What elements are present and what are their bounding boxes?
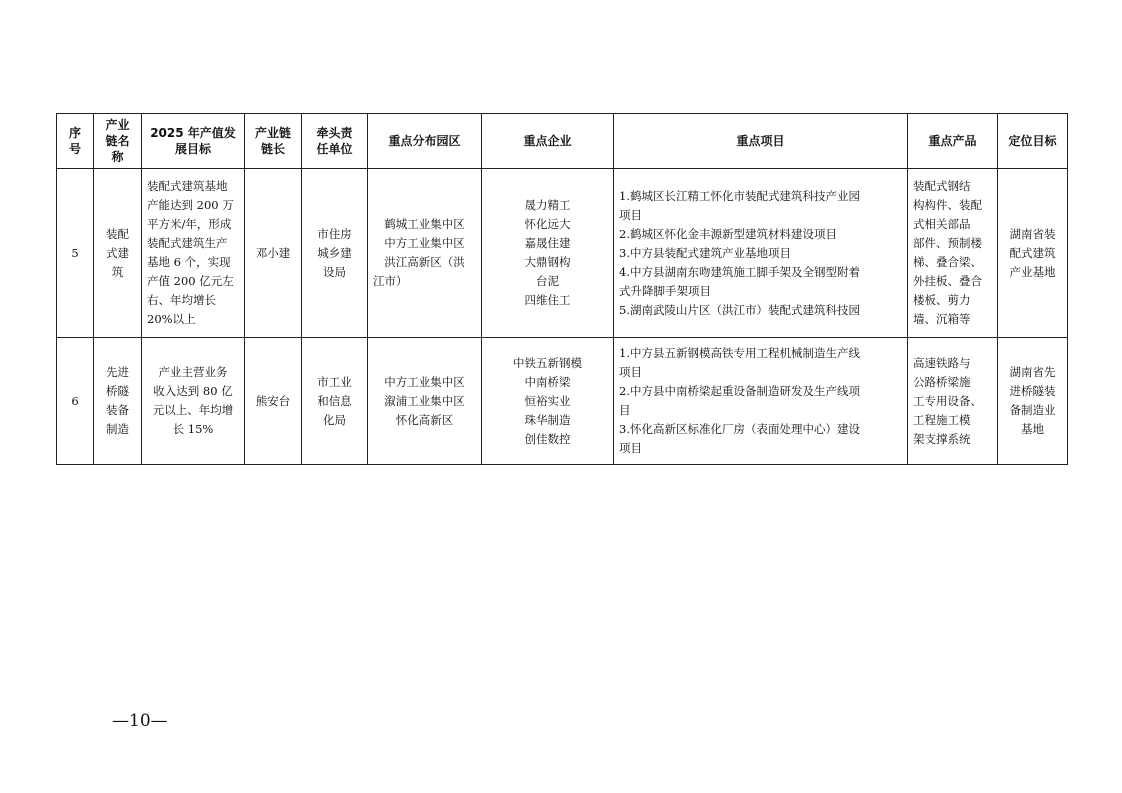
table-row	[57, 169, 1068, 338]
cell-index: 6	[57, 338, 94, 465]
cell-chain-leader: 邓小建	[245, 169, 302, 338]
cell-key-parks: 中方工业集中区 溆浦工业集中区 怀化高新区	[368, 338, 482, 465]
cell-key-products: 高速铁路与 公路桥梁施 工专用设备、 工程施工模 架支撑系统	[908, 338, 998, 465]
industry-chain-table	[56, 113, 1068, 465]
cell-key-enterprises: 晟力精工 怀化远大 嘉晟住建 大鼎钢构 台泥 四维住工	[482, 169, 614, 338]
cell-chain-leader: 熊安台	[245, 338, 302, 465]
cell-key-products: 装配式钢结 构构件、装配 式相关部品 部件、预制楼 梯、叠合梁、 外挂板、叠合 楼板、剪力 墙、沉箱等	[908, 169, 998, 338]
cell-key-enterprises: 中铁五新钢模 中南桥梁 恒裕实业 珠华制造 创佳数控	[482, 338, 614, 465]
table-row	[57, 338, 1068, 465]
cell-positioning-goal: 湖南省先 进桥隧装 备制造业 基地	[998, 338, 1068, 465]
header-key-projects: 重点项目	[614, 114, 908, 169]
header-index: 序 号	[57, 114, 94, 169]
cell-positioning-goal: 湖南省装 配式建筑 产业基地	[998, 169, 1068, 338]
cell-key-parks: 鹤城工业集中区 中方工业集中区 洪江高新区（洪 江市）	[368, 169, 482, 338]
header-key-parks: 重点分布园区	[368, 114, 482, 169]
page-number: —10—	[112, 711, 168, 731]
header-2025-target: 2025 年产值发 展目标	[142, 114, 245, 169]
header-positioning-goal: 定位目标	[998, 114, 1068, 169]
cell-2025-target: 装配式建筑基地 产能达到 200 万 平方米/年，形成 装配式建筑生产 基地 6 个，实现 产值 200 亿元左 右、年均增长 20%以上	[142, 169, 245, 338]
header-chain-leader: 产业链 链长	[245, 114, 302, 169]
header-key-products: 重点产品	[908, 114, 998, 169]
cell-chain-name: 装配 式建 筑	[94, 169, 142, 338]
cell-key-projects: 1.中方县五新钢模高铁专用工程机械制造生产线 项目 2.中方县中南桥梁起重设备制造研发及生产线项 目 3.怀化高新区标准化厂房（表面处理中心）建设 项目	[614, 338, 908, 465]
header-lead-unit: 牵头责 任单位	[302, 114, 368, 169]
header-key-enterprises: 重点企业	[482, 114, 614, 169]
cell-lead-unit: 市工业 和信息 化局	[302, 338, 368, 465]
header-chain-name: 产业 链名 称	[94, 114, 142, 169]
table-header-row	[57, 114, 1068, 169]
cell-chain-name: 先进 桥隧 装备 制造	[94, 338, 142, 465]
cell-lead-unit: 市住房 城乡建 设局	[302, 169, 368, 338]
cell-index: 5	[57, 169, 94, 338]
cell-2025-target: 产业主营业务 收入达到 80 亿 元以上、年均增 长 15%	[142, 338, 245, 465]
cell-key-projects: 1.鹤城区长江精工怀化市装配式建筑科技产业园 项目 2.鹤城区怀化金丰源新型建筑材料建设项目 3.中方县装配式建筑产业基地项目 4.中方县湖南东吻建筑施工脚手架及全钢型附着 式升降脚手架项目 5.湖南武陵山片区（洪江市）装配式建筑科技园	[614, 169, 908, 338]
